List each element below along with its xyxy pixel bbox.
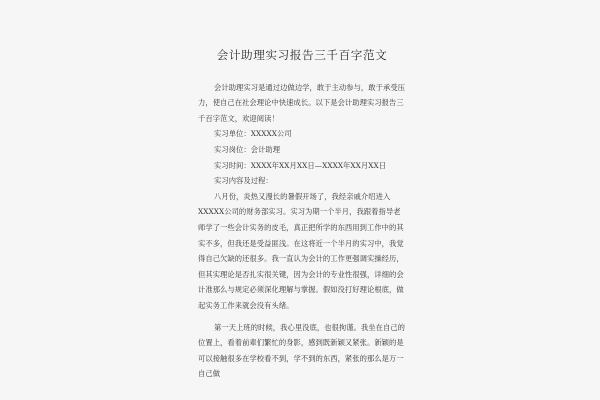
content-heading: 实习内容及过程： bbox=[214, 176, 273, 186]
internship-position: 实习岗位：会计助理 bbox=[214, 144, 281, 154]
body-paragraph-2: 第一天上班的时候，我心里没底，也很拘谨。我坐在自己的位置上，看着前辈们繁忙的身影，感到既新颖又紧张。新颖的是可以接触很多在学校看不到，学不到的东西，紧张的那么是万一自己做 bbox=[198, 322, 406, 379]
internship-time: 实习时间：XXXX年XX月XX日—XXXX年XX月XX日 bbox=[214, 160, 387, 170]
intro-paragraph: 会计助理实习是通过边做边学，敢于主动参与，敢于承受压力，使自己在社会理论中快速成长。以下是会计助理实习报告三千百字范文，欢迎阅读！ bbox=[198, 82, 406, 123]
document-title: 会计助理实习报告三千百字范文 bbox=[216, 48, 388, 62]
internship-unit: 实习单位：XXXXX公司 bbox=[214, 129, 292, 139]
body-paragraph-1: 八月份，炎热又漫长的暑假开场了，我经亲戚介绍进入XXXXX公司的财务部实习。实习为期一个半月，我跟着指导老师学了一些会计实务的皮毛，真正把所学的东西用到工作中的其实不多，但我还是受益匪浅。在这将近一个半月的实习中，我觉得自己欠缺的还很多。我一直认为会计的工作更强调实操经历，但其实理论是否扎实很关键，因为会计的专业性很强，详细的会计准那么与规定必须深化理解与掌握。假如没打好理论根底，做起实务工作来就会没有头绪。 bbox=[198, 191, 404, 310]
document-body bbox=[198, 36, 406, 382]
